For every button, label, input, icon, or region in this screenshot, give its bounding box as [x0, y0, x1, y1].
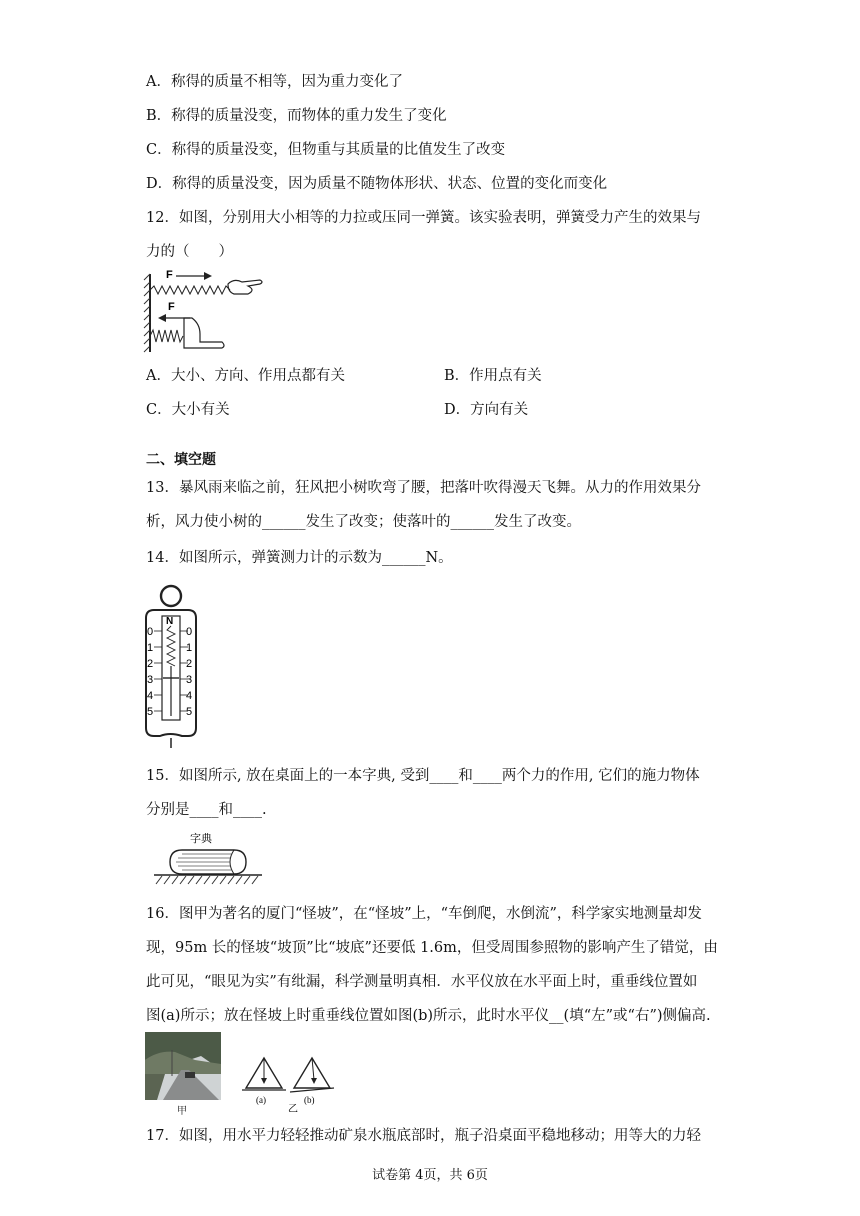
section-title: 二、填空题: [146, 452, 216, 468]
q14-tick-right-4: 4: [186, 690, 193, 702]
q15-stem-line1: 15．如图所示, 放在桌面上的一本字典, 受到____和____两个力的作用, 它们的施力物体: [146, 768, 700, 784]
q14-tick-left-2: 2: [147, 658, 154, 670]
q12-option-b: B．作用点有关: [444, 368, 542, 384]
q16-level-diagrams: [240, 1056, 338, 1112]
q14-tick-right-5: 5: [186, 706, 193, 718]
q16-stem-line3: 此可见，“眼见为实”有纰漏，科学测量明真相．水平仪放在水平面上时，重垂线位置如: [146, 974, 698, 990]
q14-spring-scale-figure: [140, 582, 202, 750]
q12-stem-line1: 12．如图，分别用大小相等的力拉或压同一弹簧。该实验表明，弹簧受力产生的效果与: [146, 210, 701, 226]
q14-tick-left-4: 4: [147, 690, 154, 702]
q14-tick-left-3: 3: [147, 674, 154, 686]
q12-option-a: A．大小、方向、作用点都有关: [146, 368, 345, 384]
q15-stem-line2: 分别是____和____.: [146, 802, 267, 818]
q13-stem-line1: 13．暴风雨来临之前，狂风把小树吹弯了腰，把落叶吹得漫天飞舞。从力的作用效果分: [146, 480, 701, 496]
q11-option-d: D．称得的质量没变，因为质量不随物体形状、状态、位置的变化而变化: [146, 176, 608, 192]
q11-option-b: B．称得的质量没变，而物体的重力发生了变化: [146, 108, 447, 124]
q11-option-c: C．称得的质量没变，但物重与其质量的比值发生了改变: [146, 142, 506, 158]
q12-option-d: D．方向有关: [444, 402, 529, 418]
q14-unit-label: N: [166, 616, 174, 627]
q16-slope-photo: [145, 1032, 221, 1100]
q14-tick-right-2: 2: [186, 658, 193, 670]
q12-force-label-bottom: F: [168, 301, 175, 313]
q15-book-label: 字典: [190, 832, 212, 845]
q15-book-figure: [152, 828, 264, 890]
q16-label-jia: 甲: [177, 1106, 187, 1117]
q14-tick-left-1: 1: [147, 642, 154, 654]
q16-label-b: (b): [304, 1095, 315, 1105]
q16-label-a: (a): [256, 1095, 266, 1105]
q14-tick-right-1: 1: [186, 642, 193, 654]
q14-tick-left-0: 0: [147, 626, 154, 638]
q14-tick-right-3: 3: [186, 674, 193, 686]
q17-stem-line1: 17．如图，用水平力轻轻推动矿泉水瓶底部时，瓶子沿桌面平稳地移动；用等大的力轻: [146, 1128, 701, 1144]
q16-stem-line2: 现，95m 长的怪坡“坡顶”比“坡底”还要低 1.6m，但受周围参照物的影响产生了错觉，由: [146, 940, 718, 956]
q14-tick-right-0: 0: [186, 626, 193, 638]
q12-force-label-top: F: [166, 269, 173, 281]
q12-option-c: C．大小有关: [146, 402, 230, 418]
q16-stem-line4: 图(a)所示；放在怪坡上时重垂线位置如图(b)所示，此时水平仪__(填“左”或“右”)侧偏高.: [146, 1008, 711, 1024]
q12-spring-figure: [142, 266, 266, 356]
q13-stem-line2: 析，风力使小树的______发生了改变；使落叶的______发生了改变。: [146, 514, 581, 530]
q11-option-a: A．称得的质量不相等，因为重力变化了: [146, 74, 403, 90]
q14-tick-left-5: 5: [147, 706, 154, 718]
q16-label-yi: 乙: [288, 1104, 298, 1112]
q12-stem-line2: 力的（ ）: [146, 244, 233, 260]
q16-stem-line1: 16．图甲为著名的厦门“怪坡”，在“怪坡”上，“车倒爬，水倒流”，科学家实地测量却发: [146, 906, 702, 922]
page-footer: 试卷第 4页，共 6页: [372, 1168, 488, 1183]
q14-stem: 14．如图所示，弹簧测力计的示数为______N。: [146, 550, 453, 566]
